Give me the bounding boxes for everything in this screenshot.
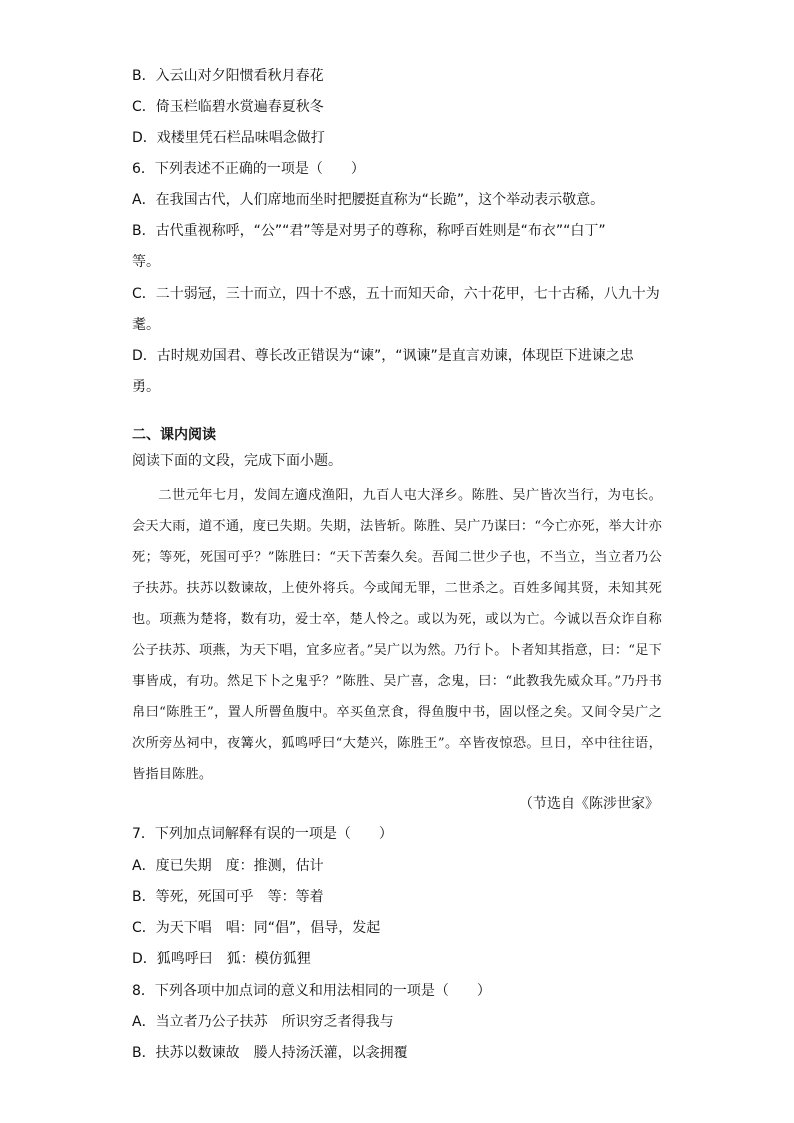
reading-instruction: 阅读下面的文段，完成下面小题。 xyxy=(132,453,342,469)
option-6c-line1: C．二十弱冠，三十而立，四十不惑，五十而知天命，六十花甲，七十古稀，八九十为 xyxy=(132,286,660,302)
option-5b: B．入云山对夕阳惯看秋月春花 xyxy=(132,68,324,84)
option-6b-line2: 等。 xyxy=(132,254,160,270)
option-6a: A．在我国古代，人们席地而坐时把腰挺直称为“长跪”，这个举动表示敬意。 xyxy=(132,192,605,208)
passage-source: （节选自《陈涉世家》 xyxy=(519,796,659,812)
option-5d: D．戏楼里凭石栏品味唱念做打 xyxy=(132,130,325,146)
question-6: 6．下列表述不正确的一项是（ ） xyxy=(132,161,365,177)
option-5c: C．倚玉栏临碧水赏遍春夏秋冬 xyxy=(132,99,324,115)
option-6c-line2: 耄。 xyxy=(132,317,160,333)
option-6b-line1: B．古代重视称呼，“公”“君”等是对男子的尊称，称呼百姓则是“布衣”“白丁” xyxy=(132,223,606,239)
option-8a: A．当立者乃公子扶苏 所识穷乏者得我与 xyxy=(132,1014,394,1030)
option-8b: B．扶苏以数谏故 媵人持汤沃灌，以衾拥覆 xyxy=(132,1045,408,1061)
section-heading: 二、课内阅读 xyxy=(132,427,216,443)
classical-passage: 二世元年七月，发闾左適戍渔阳，九百人屯大泽乡。陈胜、吴广皆次当行，为屯长。会天大雨，道不通，度已失期。失期，法皆斩。陈胜、吴广乃谋曰：“今亡亦死，举大计亦死；等死，死国可乎？”陈胜曰：“天下苦秦久矣。吾闻二世少子也，不当立，当立者乃公子扶苏。扶苏以数谏故，上使外将兵。今或闻无罪，二世杀之。百姓多闻其贤，未知其死也。项燕为楚将，数有功，爱士卒，楚人怜之。或以为死，或以为亡。今诚以吾众诈自称公子扶苏、项燕，为天下唱，宜多应者。”吴广以为然。乃行卜。卜者知其指意，曰：“足下事皆成，有功。然足下卜之鬼乎？”陈胜、吴广喜，念鬼，曰：“此教我先威众耳。”乃丹书帛曰“陈胜王”，置人所罾鱼腹中。卒买鱼烹食，得鱼腹中书，固以怪之矣。又间令吴广之次所旁丛祠中，夜篝火，狐鸣呼曰“大楚兴，陈胜王”。卒皆夜惊恐。旦日，卒中往往语，皆指目陈胜。 xyxy=(132,488,662,782)
option-7b: B．等死，死国可乎 等：等着 xyxy=(132,889,324,905)
option-7d: D．狐鸣呼曰 狐：模仿狐狸 xyxy=(132,951,311,967)
option-7a: A．度已失期 度：推测，估计 xyxy=(132,858,324,874)
option-7c: C．为天下唱 唱：同“倡”，倡导，发起 xyxy=(132,920,381,936)
question-7: 7．下列加点词解释有误的一项是（ ） xyxy=(132,826,393,842)
option-6d-line1: D．古时规劝国君、尊长改正错误为“谏”，“讽谏”是直言劝谏，体现臣下进谏之忠 xyxy=(132,348,634,364)
option-6d-line2: 勇。 xyxy=(132,379,160,395)
question-8: 8．下列各项中加点词的意义和用法相同的一项是（ ） xyxy=(132,983,491,999)
